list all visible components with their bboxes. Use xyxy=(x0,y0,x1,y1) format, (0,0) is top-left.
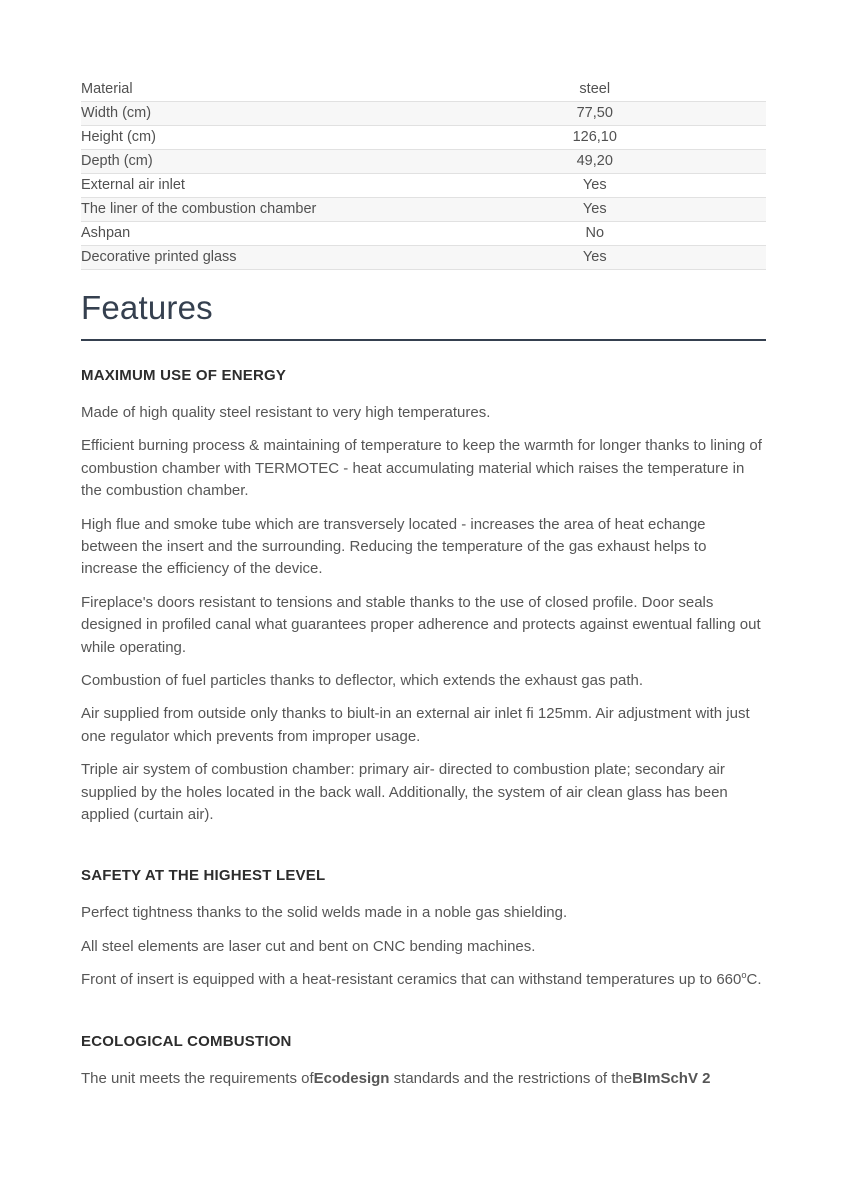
spec-label: Width (cm) xyxy=(81,105,152,121)
spec-label: Ashpan xyxy=(81,225,131,241)
spec-row xyxy=(81,78,766,102)
spec-label: Depth (cm) xyxy=(81,153,153,169)
section-heading: MAXIMUM USE OF ENERGY xyxy=(81,366,287,384)
feature-paragraph: Efficient burning process & maintaining of temperature to keep the warmth for longer thanks to lining of combustion chamber with TERMOTEC - heat accumulating material which raises the temperature in the combustion chamber. xyxy=(81,437,762,500)
feature-section xyxy=(81,1033,766,1090)
spec-label: External air inlet xyxy=(81,177,185,193)
spec-value: steel xyxy=(579,81,611,97)
feature-paragraph: High flue and smoke tube which are transversely located - increases the area of heat echange between the insert and the surrounding. Reducing the temperature of the gas exhaust helps to increase the efficiency of the device. xyxy=(81,515,707,578)
spec-row xyxy=(81,174,766,198)
spec-value: No xyxy=(585,225,605,241)
feature-paragraph: All steel elements are laser cut and bent on CNC bending machines. xyxy=(81,937,536,955)
feature-paragraph: Air supplied from outside only thanks to biult-in an external air inlet fi 125mm. Air adjustment with just one regulator which prevents from improper usage. xyxy=(81,705,750,745)
section-heading: SAFETY AT THE HIGHEST LEVEL xyxy=(81,867,326,885)
feature-paragraph: Combustion of fuel particles thanks to deflector, which extends the exhaust gas path. xyxy=(81,672,643,689)
spec-label: Material xyxy=(81,81,133,97)
spec-label: Height (cm) xyxy=(81,129,156,145)
spec-row xyxy=(81,150,766,174)
spec-row xyxy=(81,246,766,270)
section-heading: ECOLOGICAL COMBUSTION xyxy=(81,1032,292,1050)
feature-paragraph: Fireplace's doors resistant to tensions and stable thanks to the use of closed profile. Door seals designed in profiled canal what guarantees proper adherence and protects against ewentual falling out while operating. xyxy=(81,593,761,656)
feature-section xyxy=(81,867,766,991)
spec-value: 49,20 xyxy=(576,153,613,169)
feature-section xyxy=(81,367,766,827)
features-sections xyxy=(81,341,766,1090)
spec-value: Yes xyxy=(582,249,607,265)
spec-label: Decorative printed glass xyxy=(81,249,237,265)
feature-paragraph: Front of insert is equipped with a heat-resistant ceramics that can withstand temperatures up to 660$^o$C. xyxy=(81,970,762,989)
spec-table-body xyxy=(81,78,766,270)
spec-table xyxy=(81,78,766,270)
spec-value: 77,50 xyxy=(576,105,613,121)
feature-paragraph: The unit meets the requirements ofEcodesign standards and the restrictions of theBImSchV 2 xyxy=(81,1069,711,1087)
feature-paragraph: Perfect tightness thanks to the solid welds made in a noble gas shielding. xyxy=(81,904,568,922)
spec-row xyxy=(81,222,766,246)
spec-row xyxy=(81,126,766,150)
spec-row xyxy=(81,198,766,222)
spec-value: Yes xyxy=(582,201,607,217)
spec-value: Yes xyxy=(582,177,607,193)
spec-value: 126,10 xyxy=(572,129,617,145)
features-title: Features xyxy=(81,289,213,326)
feature-paragraph: Triple air system of combustion chamber: primary air- directed to combustion plate; secondary air supplied by the holes located in the back wall. Additionally, the system of air clean glass has been applied (curtain air). xyxy=(81,761,728,824)
spec-row xyxy=(81,102,766,126)
spec-label: The liner of the combustion chamber xyxy=(81,201,317,217)
feature-paragraph: Made of high quality steel resistant to very high temperatures. xyxy=(81,403,491,421)
